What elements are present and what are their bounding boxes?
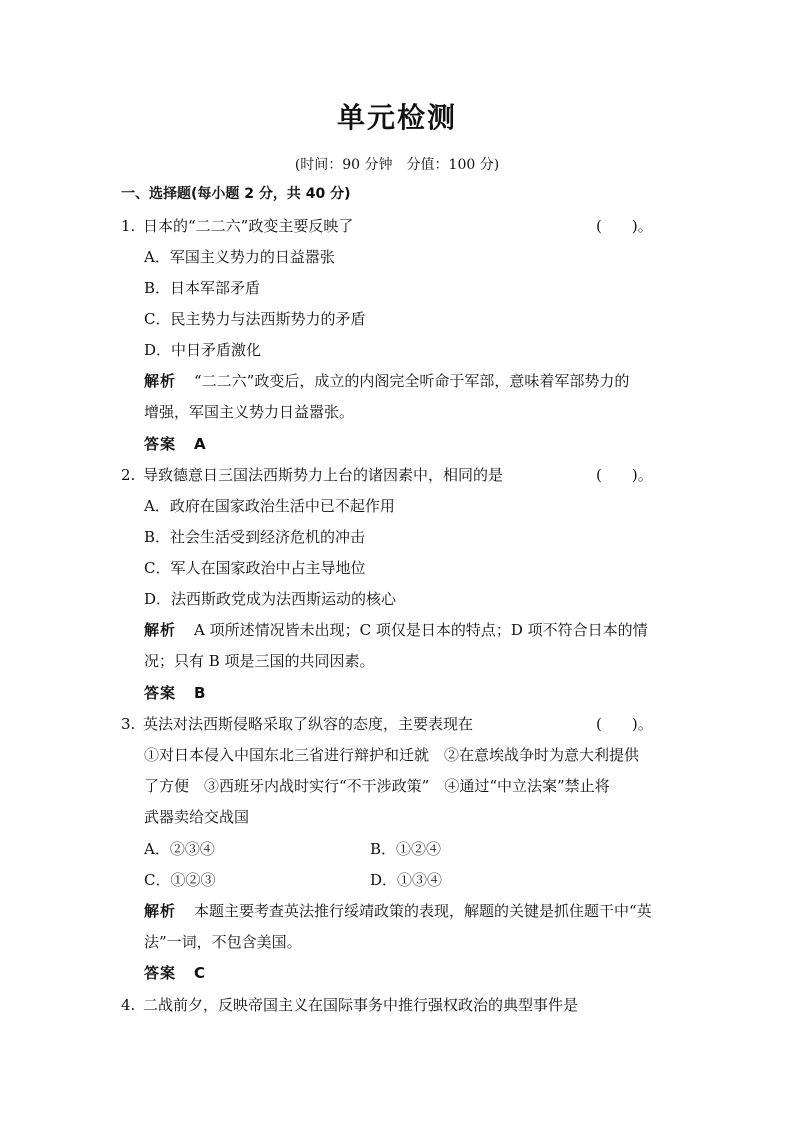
option-c: C．军人在国家政治中占主导地位 — [144, 559, 366, 577]
answer-value: B — [194, 684, 206, 702]
answer-value: A — [194, 435, 207, 453]
analysis-text: 本题主要考查英法推行绥靖政策的表现，解题的关键是抓住题干中“英 — [194, 902, 652, 920]
page-title: 单元检测 — [336, 101, 457, 134]
question-2 — [121, 465, 503, 485]
question-number: 3. — [121, 715, 136, 733]
answer-blank: ( )。 — [596, 715, 653, 733]
option-c: C．①②③ — [144, 871, 216, 889]
answer — [144, 963, 206, 983]
answer-label: 答案 — [144, 435, 177, 453]
question-stem: 导致德意日三国法西斯势力上台的诸因素中，相同的是 — [143, 466, 504, 484]
question-number: 2. — [121, 466, 136, 484]
option-d: D．法西斯政党成为法西斯运动的核心 — [144, 590, 397, 608]
option-d: D．①③④ — [370, 871, 443, 889]
question-1 — [121, 216, 353, 236]
statement-line: ①对日本侵入中国东北三省进行辩护和迁就 ②在意埃战争时为意大利提供 — [144, 746, 640, 764]
answer-blank: ( )。 — [596, 466, 653, 484]
answer-label: 答案 — [144, 964, 177, 982]
analysis-text: A 项所述情况皆未出现；C 项仅是日本的特点；D 项不符合日本的情 — [194, 621, 648, 639]
question-number: 1. — [121, 217, 136, 235]
statement-line: 武器卖给交战国 — [144, 808, 250, 826]
option-d: D．中日矛盾激化 — [144, 341, 262, 359]
analysis-label: 解析 — [144, 372, 177, 390]
question-stem: 英法对法西斯侵略采取了纵容的态度，主要表现在 — [143, 715, 474, 733]
answer-value: C — [194, 964, 206, 982]
answer — [144, 434, 206, 454]
option-b: B．①②④ — [370, 840, 442, 858]
answer-label: 答案 — [144, 684, 177, 702]
analysis-text: 法”一词，不包含美国。 — [144, 933, 302, 951]
analysis — [144, 371, 629, 391]
option-b: B．日本军部矛盾 — [144, 279, 261, 297]
option-c: C．民主势力与法西斯势力的矛盾 — [144, 310, 366, 328]
analysis-text: 况；只有 B 项是三国的共同因素。 — [144, 652, 375, 670]
answer — [144, 683, 206, 703]
analysis-text: 增强，军国主义势力日益嚣张。 — [144, 403, 355, 421]
analysis-label: 解析 — [144, 902, 177, 920]
analysis — [144, 620, 648, 640]
analysis-label: 解析 — [144, 621, 177, 639]
question-stem: 日本的“二二六”政变主要反映了 — [143, 217, 354, 235]
option-a: A．②③④ — [144, 840, 215, 858]
question-4 — [121, 995, 578, 1015]
statement-line: 了方便 ③西班牙内战时实行“不干涉政策” ④通过“中立法案”禁止将 — [144, 777, 610, 795]
section-heading: 一、选择题(每小题 2 分，共 40 分) — [121, 186, 351, 202]
exam-info: (时间：90 分钟 分值：100 分) — [294, 157, 500, 173]
option-a: A．政府在国家政治生活中已不起作用 — [144, 497, 395, 515]
answer-blank: ( )。 — [596, 217, 653, 235]
question-number: 4. — [121, 996, 136, 1014]
option-b: B．社会生活受到经济危机的冲击 — [144, 528, 366, 546]
question-3 — [121, 714, 473, 734]
question-stem: 二战前夕，反映帝国主义在国际事务中推行强权政治的典型事件是 — [143, 996, 579, 1014]
analysis-text: “二二六”政变后，成立的内阁完全听命于军部，意味着军部势力的 — [194, 372, 630, 390]
option-a: A．军国主义势力的日益嚣张 — [144, 248, 335, 266]
analysis — [144, 901, 652, 921]
